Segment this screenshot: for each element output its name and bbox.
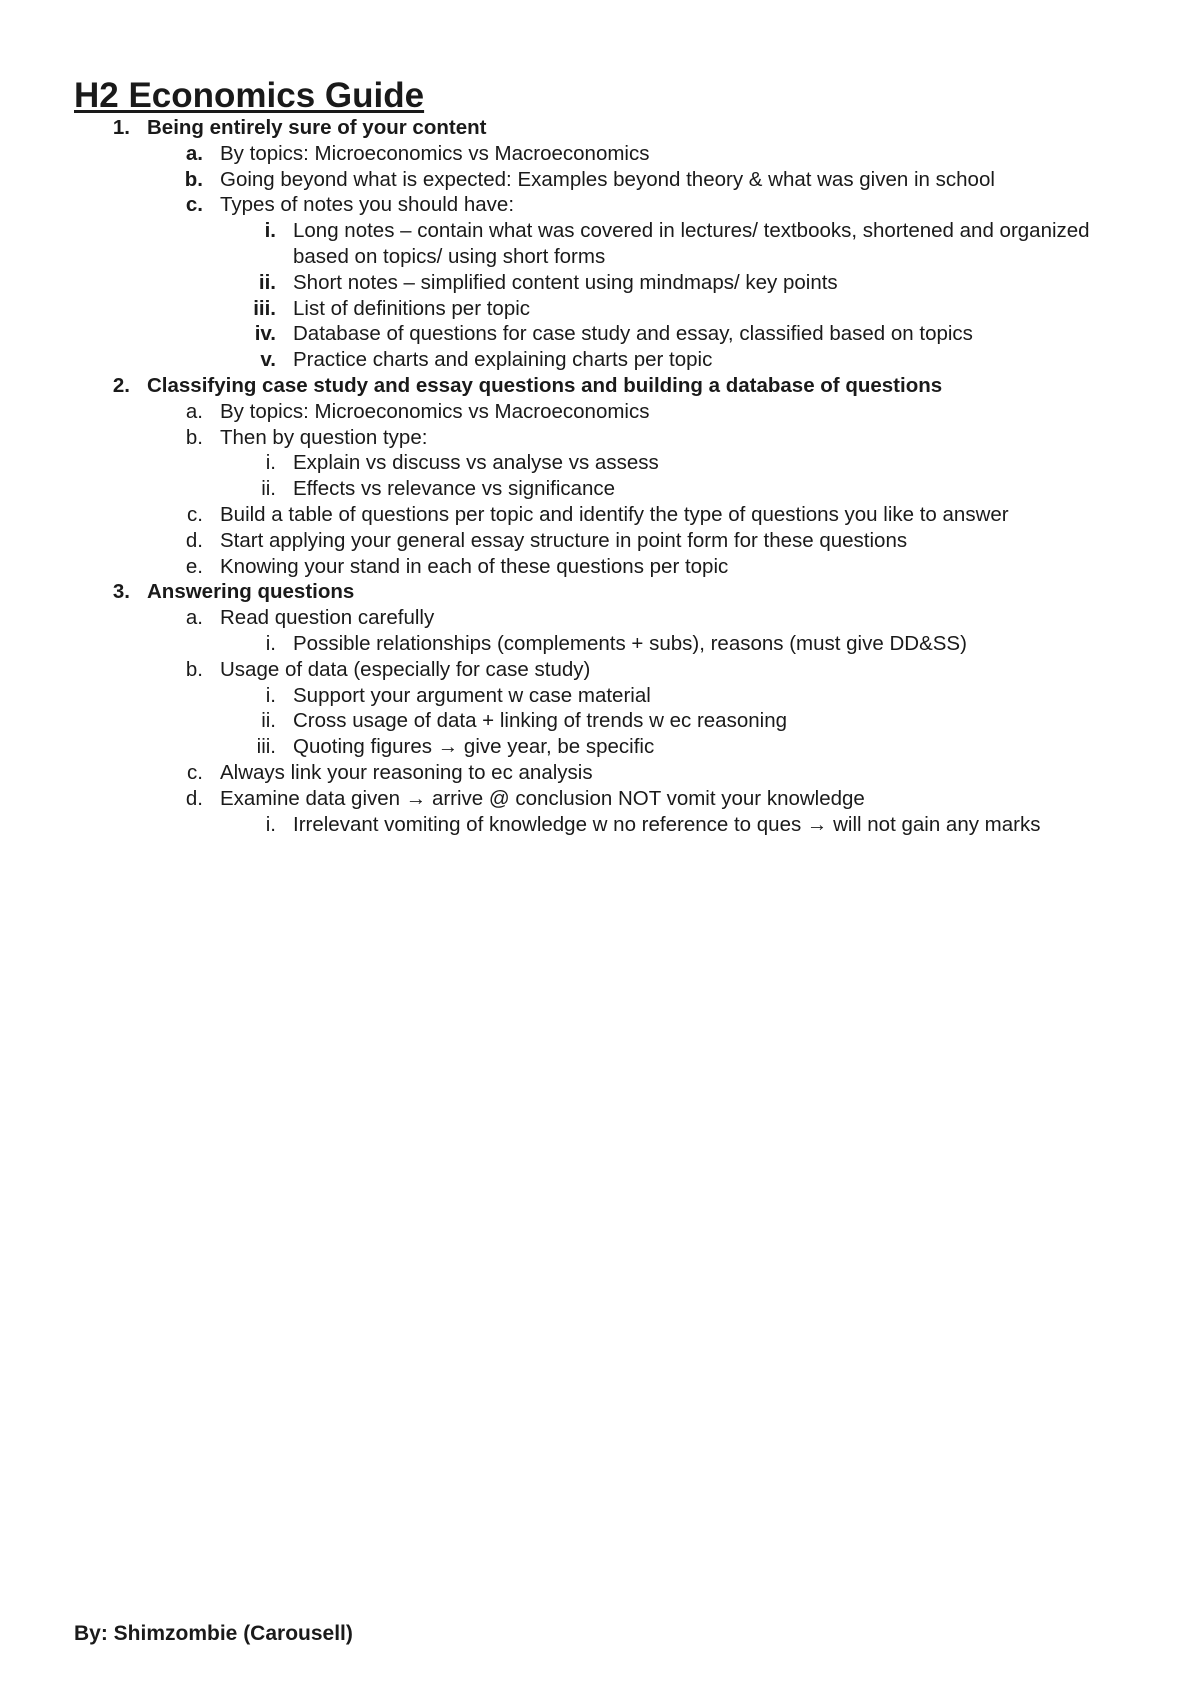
item-text: Read question carefully — [220, 606, 435, 630]
section-number: 1. — [112, 116, 130, 139]
item-marker: c. — [185, 193, 203, 217]
item-text: Usage of data (especially for case study) — [220, 657, 591, 681]
item-text: Always link your reasoning to ec analysis — [220, 760, 593, 784]
outline-list — [0, 115, 1200, 837]
item-text: Start applying your general essay structure in point form for these questions — [220, 528, 908, 552]
item-text: Then by question type: — [220, 425, 428, 449]
subitem-text: Short notes – simplified content using mindmaps/ key points — [293, 270, 838, 294]
sub-list-item — [0, 683, 1200, 709]
item-marker: e. — [185, 554, 203, 578]
item-text: Build a table of questions per topic and identify the type of questions you like to answer — [220, 502, 1009, 526]
document-title: H2 Economics Guide — [74, 76, 425, 115]
list-item — [0, 141, 1200, 167]
item-marker: d. — [185, 786, 203, 810]
list-item — [0, 657, 1200, 683]
sub-list-item — [0, 734, 1200, 760]
list-item — [0, 554, 1200, 580]
section-number: 3. — [112, 580, 130, 604]
sub-list-item — [0, 270, 1200, 296]
item-marker: c. — [187, 760, 203, 784]
item-marker: a. — [185, 399, 203, 423]
item-marker: b. — [184, 167, 203, 191]
section-heading — [0, 115, 1200, 141]
subitem-text: Irrelevant vomiting of knowledge w no reference to ques → will not gain any marks — [293, 812, 1041, 836]
subitem-marker: i. — [265, 631, 276, 655]
item-text: Going beyond what is expected: Examples beyond theory & what was given in school — [220, 167, 995, 191]
item-marker: a. — [185, 606, 203, 630]
list-item — [0, 167, 1200, 193]
author-credit: By: Shimzombie (Carousell) — [74, 1622, 353, 1645]
subitem-text: Long notes – contain what was covered in lectures/ textbooks, shortened and organized based on topics/ using short forms — [293, 219, 1090, 268]
list-item — [0, 605, 1200, 631]
subitem-text: Explain vs discuss vs analyse vs assess — [293, 451, 659, 475]
list-item — [0, 192, 1200, 218]
sub-list-item — [0, 476, 1200, 502]
subitem-marker: iv. — [254, 322, 276, 346]
sub-list-item — [0, 450, 1200, 476]
section-number: 2. — [112, 373, 130, 397]
subitem-marker: i. — [264, 219, 276, 243]
item-text: Types of notes you should have: — [220, 193, 515, 217]
sub-list-item — [0, 812, 1200, 838]
item-marker: b. — [185, 425, 203, 449]
item-marker: b. — [185, 657, 203, 681]
section-title: Classifying case study and essay questions and building a database of questions — [147, 373, 943, 397]
list-item — [0, 502, 1200, 528]
subitem-text: List of definitions per topic — [293, 296, 531, 320]
item-marker: d. — [185, 528, 203, 552]
item-text: By topics: Microeconomics vs Macroeconomics — [220, 141, 650, 165]
list-item — [0, 528, 1200, 554]
subitem-text: Practice charts and explaining charts per topic — [293, 348, 713, 372]
subitem-marker: i. — [265, 451, 276, 475]
sub-list-item — [0, 321, 1200, 347]
subitem-marker: v. — [260, 348, 276, 372]
subitem-text: Quoting figures → give year, be specific — [293, 735, 655, 759]
item-text: Examine data given → arrive @ conclusion NOT vomit your knowledge — [220, 786, 865, 810]
subitem-text: Support your argument w case material — [293, 683, 651, 707]
sub-list-item — [0, 218, 1200, 270]
sub-list-item — [0, 347, 1200, 373]
subitem-marker: i. — [265, 812, 276, 836]
subitem-text: Cross usage of data + linking of trends w ec reasoning — [293, 709, 787, 733]
subitem-marker: i. — [265, 683, 276, 707]
section-heading — [0, 373, 1200, 399]
sub-list-item — [0, 708, 1200, 734]
section-title: Being entirely sure of your content — [147, 116, 487, 139]
list-item — [0, 786, 1200, 812]
list-item — [0, 399, 1200, 425]
list-item — [0, 760, 1200, 786]
subitem-marker: ii. — [258, 270, 276, 294]
subitem-text: Database of questions for case study and essay, classified based on topics — [293, 322, 973, 346]
subitem-text: Effects vs relevance vs significance — [293, 477, 616, 501]
item-text: Knowing your stand in each of these questions per topic — [220, 554, 729, 578]
item-text: By topics: Microeconomics vs Macroeconomics — [220, 399, 650, 423]
subitem-marker: ii. — [261, 709, 276, 733]
subitem-marker: iii. — [253, 296, 276, 320]
item-marker: c. — [187, 502, 203, 526]
item-marker: a. — [185, 141, 203, 165]
list-item — [0, 425, 1200, 451]
section-heading — [0, 579, 1200, 605]
section-title: Answering questions — [147, 580, 355, 604]
subitem-marker: iii. — [256, 735, 276, 759]
sub-list-item — [0, 296, 1200, 322]
subitem-marker: ii. — [261, 477, 276, 501]
sub-list-item — [0, 631, 1200, 657]
subitem-text: Possible relationships (complements + subs), reasons (must give DD&SS) — [293, 631, 967, 655]
